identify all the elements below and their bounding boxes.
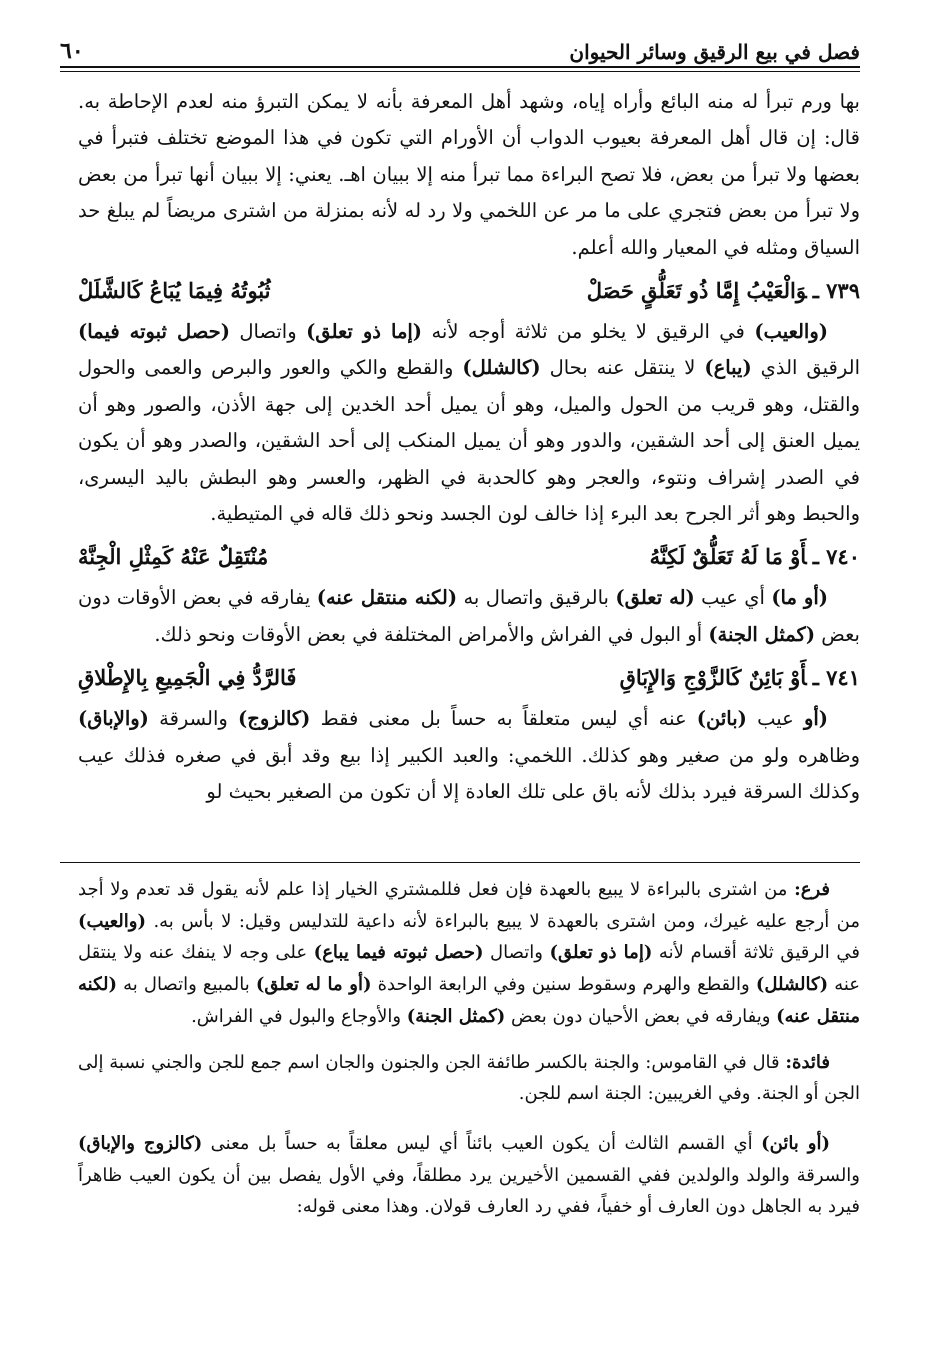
verse-740-second-hemistich: مُنْتَقِلٌ عَنْهُ كَمِثْلِ الْجِنَّهْ bbox=[78, 544, 269, 570]
main-text bbox=[78, 84, 860, 811]
footnote-benefit: فائدة: قال في القاموس: والجنة بالكسر طائفة الجن والجنون والجان اسم جمع للجن والجني نسبة إلى الجن أو الجنة. وفي الغريبين: الجنة اسم للجن. bbox=[78, 1051, 860, 1105]
verse-741-number: ٧٤١ ـ bbox=[812, 665, 860, 691]
footnote-branch: فرع: من اشترى بالبراءة لا يبيع بالعهدة فإن فعل فللمشتري الخيار إذا علم لأنه يقول قد تعدم ولا أجد من أرجع عليه غيرك، ومن اشترى بالعهدة لا يبيع بالبراءة لأنه داعية للتدليس وقيل: لا بأس به. (والعيب) في الرقيق ثلاثة أقسام لأنه (إما ذو تعلق) واتصال (حصل ثبوته فيما يباع) على وجه لا ينفك عنه ولا ينتقل عنه (كالشلل) والقطع والهرم وسقوط سنين وفي الرابعة الواحدة (أو ما له تعلق) بالمبيع واتصال به (لكنه منتقل عنه) ويفارقه في بعض الأحيان دون بعض (كمثل الجنة) والأوجاع والبول في الفراش. bbox=[78, 879, 861, 1027]
verse-739-number: ٧٣٩ ـ bbox=[812, 278, 860, 304]
header-rule bbox=[60, 66, 860, 72]
commentary-741: (أو عيب (بائن) عنه أي ليس متعلقاً به حساً بل معنى فقط (كالزوج) والسرقة (والإباق) وظاهره ولو من صغير وهو كذلك. اللخمي: والعبد الكبير إذا بيع وقد أبق في صغره فذلك عيب وكذلك السرقة فيرد بذلك لأنه باق على تلك العادة إلا أن تكون من الصغير بحيث لو bbox=[78, 707, 860, 804]
page-number: ٦٠ bbox=[60, 38, 84, 64]
verse-739-first-hemistich: ٧٣٩ ـوَالْعَيْبُ إِمَّا ذُو تَعَلُّقٍ حَصَلْ bbox=[586, 278, 860, 304]
commentary-739: (والعيب) في الرقيق لا يخلو من ثلاثة أوجه لأنه (إما ذو تعلق) واتصال (حصل ثبوته فيما) الرقيق الذي (يباع) لا ينتقل عنه بحال (كالشلل) والقطع والكي والعور والبرص والعمى والحول والقتل، وهو قريب من الحول والميل، وهو أن يميل أحد الخدين إلى جهة الأذن، والصور وهو أن يميل العنق إلى أحد الشقين، والدور وهو أن يميل المنكب إلى أحد الشقين، والصدر وهو أن يكون في الصدر إشراف ونتوء، والعجر وهو كالحدبة في الظهر، والعسر وهو البطش باليد اليسرى، والحبط وهو أثر الجرح بعد البرء إذا خالف لون الجسد ونحو ذلك قاله في المتيطية. bbox=[78, 320, 860, 526]
verse-740-number: ٧٤٠ ـ bbox=[812, 544, 860, 570]
verse-741-first-hemistich: ٧٤١ ـأَوْ بَائِنٌ كَالزَّوْجِ وَالإِبَاقِ bbox=[619, 665, 860, 691]
running-title: فصل في بيع الرقيق وسائر الحيوان bbox=[569, 40, 860, 64]
paragraph-intro: بها ورم تبرأ له منه البائع وأراه إياه، وشهد أهل المعرفة بأنه لا يمكن التبرؤ منه لعدم الإحاطة به. قال: إن قال أهل المعرفة بعيوب الدواب أن الأورام التي تكون في هذا الموضع تختلف فتبرأ في بعضها ولا تبرأ من بعض، فلا تصح البراءة مما تبرأ منه إلا ببيان اهـ. يعني: إلا ببيان أنها تبرأ من بعض ولا تبرأ من بعض فتجري على ما مر عن اللخمي ولا رد له لأنه بمنزلة من اشترى مريضاً لم يبلغ حد السياق ومثله في المعيار والله أعلم. bbox=[78, 90, 861, 259]
verse-741 bbox=[78, 655, 860, 701]
verse-740 bbox=[78, 534, 860, 580]
footnote-third-category: (أو بائن) أي القسم الثالث أن يكون العيب بائناً أي ليس معلقاً به حساً بل معنى (كالزوج والإباق) والسرقة والولد والولدين ففي القسمين الأخيرين يرد مطلقاً، وفي الأول يفصل بين أن يكون العيب ظاهراً فيرد به الجاهل دون العارف أو خفياً، ففي رد العارف قولان. وهذا معنى قوله: bbox=[78, 1132, 860, 1218]
commentary-740: (أو ما) أي عيب (له تعلق) بالرقيق واتصال به (لكنه منتقل عنه) يفارقه في بعض الأوقات دون بعض (كمثل الجنة) أو البول في الفراش والأمراض المختلفة في بعض الأوقات ونحو ذلك. bbox=[78, 586, 860, 646]
footnotes bbox=[78, 874, 860, 1237]
verse-739-second-hemistich: ثُبُوتُهُ فِيمَا يُبَاعُ كَالشَّلَلْ bbox=[78, 278, 271, 304]
footnote-rule bbox=[60, 862, 860, 863]
page-header bbox=[60, 22, 860, 64]
verse-741-second-hemistich: فَالرَّدُّ فِي الْجَمِيعِ بِالإِطْلاقِ bbox=[78, 665, 297, 691]
verse-740-first-hemistich: ٧٤٠ ـأَوْ مَا لَهُ تَعَلُّقٌ لَكِنَّهُ bbox=[649, 544, 860, 570]
verse-739 bbox=[78, 268, 860, 314]
